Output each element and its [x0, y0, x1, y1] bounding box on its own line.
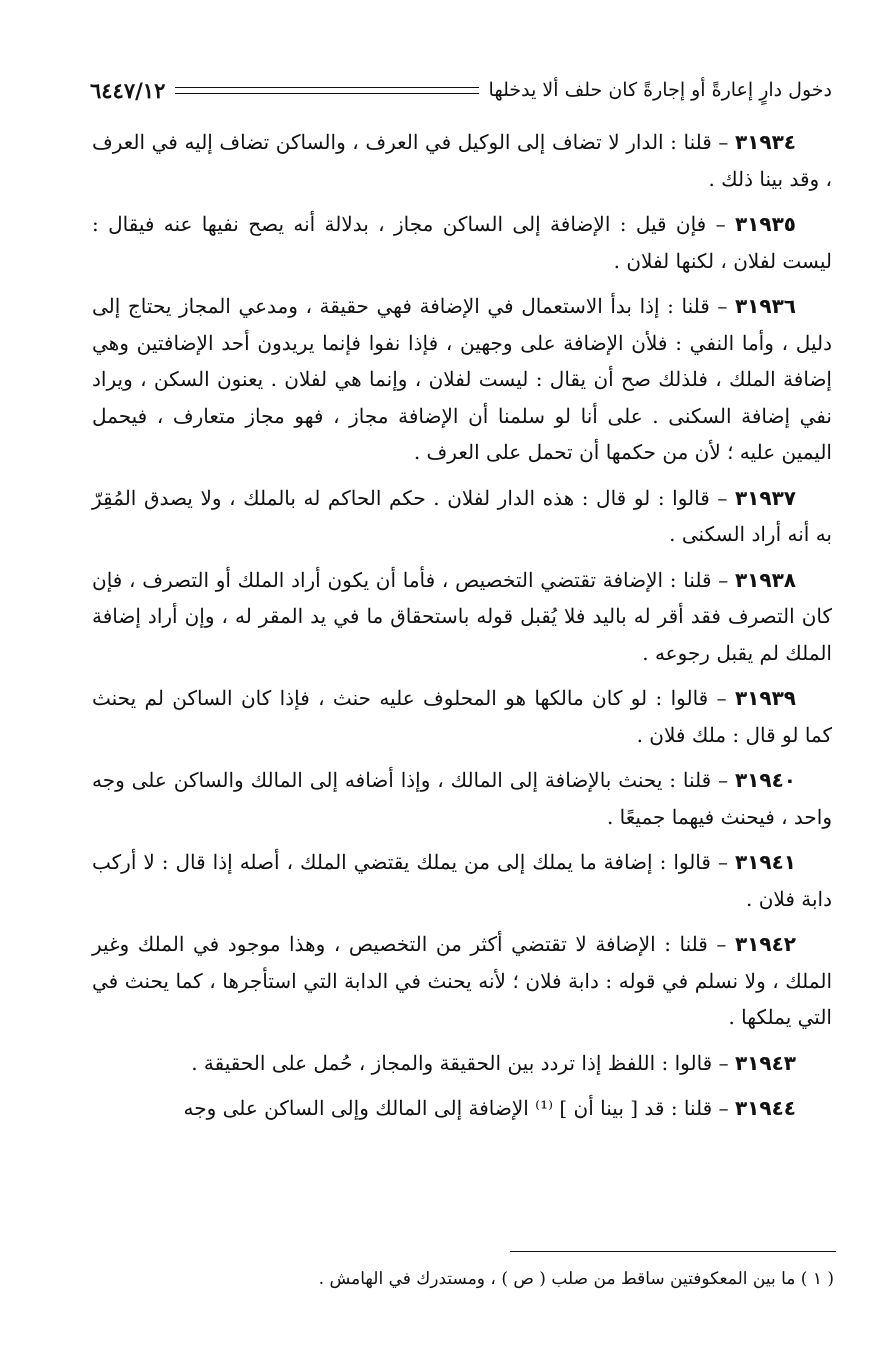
paragraph-number: ٣١٩٣٦ — [734, 294, 796, 318]
paragraph-number: ٣١٩٣٥ — [734, 212, 796, 236]
paragraph-number: ٣١٩٤٤ — [734, 1096, 796, 1120]
paragraph-text: – قلنا : الإضافة لا تقتضي أكثر من التخصيص ، وهذا موجود في الملك وغير الملك ، ولا نسلم في قوله : دابة فلان ؛ لأنه يحنث في الدابة التي استأجرها ، كما يحنث في التي يملكها . — [92, 932, 832, 1029]
paragraph-text: – قالوا : لو قال : هذه الدار لفلان . حكم الحاكم له بالملك ، ولا يصدق المُقِرّ به أنه أراد السكنى . — [92, 485, 832, 546]
paragraph-text: – قلنا : الإضافة تقتضي التخصيص ، فأما أن يكون أراد الملك أو التصرف ، فإن كان التصرف فقد أقر له باليد فلا يُقبل قوله باستحقاق ما في يد المقر له ، وإن أراد إضافة الملك لم يقبل رجوعه . — [92, 567, 833, 665]
paragraph-number: ٣١٩٣٨ — [734, 567, 796, 592]
paragraph-text: – قالوا : إضافة ما يملك إلى من يملك يقتضي الملك ، أصله إذا قال : لا أركب دابة فلان . — [92, 850, 832, 911]
paragraph-number: ٣١٩٣٧ — [734, 485, 796, 510]
paragraph-text: – فإن قيل : الإضافة إلى الساكن مجاز ، بدلالة أنه يصح نفيها عنه فيقال : ليست لفلان ، لكنها لفلان . — [92, 212, 832, 273]
paragraph-number: ٣١٩٣٩ — [734, 686, 796, 710]
paragraph-31937 — [92, 480, 832, 553]
paragraph-text: – قلنا : إذا بدأ الاستعمال في الإضافة فهي حقيقة ، ومدعي المجاز يحتاج إلى دليل ، وأما النفي : فلأن الإضافة على وجهين ، فإذا نفوا فإنما يريدون أحد الإضافتين وهي إضافة الملك ، فلذلك صح أن يقال : ليست لفلان ، وإنما هي لفلان . يعنون السكن ، ويراد نفي إضافة السكنى . على أنا لو سلمنا أن الإضافة مجاز ، فهو مجاز متعارف ، فيحمل اليمين عليه ؛ لأن من حكمها أن تحمل على العرف . — [92, 294, 832, 464]
footnote: ( ١ ) ما بين المعكوفتين ساقط من صلب ( ص ) ، ومستدرك في الهامش . — [318, 1269, 834, 1289]
paragraph-number: ٣١٩٣٤ — [734, 130, 796, 154]
paragraph-31940 — [92, 762, 832, 835]
paragraph-31936 — [92, 288, 832, 471]
paragraph-text: – قالوا : لو كان مالكها هو المحلوف عليه حنث ، فإذا كان الساكن لم يحنث كما لو قال : ملك فلان . — [92, 686, 832, 747]
footnote-divider — [510, 1251, 836, 1252]
paragraph-31943 — [92, 1045, 832, 1082]
body-text — [92, 124, 832, 1136]
paragraph-number: ٣١٩٤٣ — [734, 1050, 796, 1075]
running-header — [90, 70, 832, 110]
paragraph-number: ٣١٩٤٠ — [734, 768, 796, 792]
paragraph-text: – قالوا : اللفظ إذا تردد بين الحقيقة والمجاز ، حُمل على الحقيقة . — [191, 1050, 735, 1075]
paragraph-text: – قلنا : قد [ بينا أن ] ⁽¹⁾ الإضافة إلى المالك وإلى الساكن على وجه — [183, 1096, 735, 1120]
paragraph-31934 — [92, 124, 832, 197]
paragraph-number: ٣١٩٤٢ — [734, 932, 796, 956]
paragraph-31944 — [92, 1090, 832, 1127]
paragraph-31942 — [92, 926, 832, 1036]
paragraph-31938 — [92, 562, 832, 672]
paragraph-text: – قلنا : الدار لا تضاف إلى الوكيل في العرف ، والساكن تضاف إليه في العرف ، وقد بينا ذلك . — [92, 130, 832, 191]
paragraph-text: – قلنا : يحنث بالإضافة إلى المالك ، وإذا أضافه إلى المالك والساكن على وجه واحد ، فيحنث فيهما جميعًا . — [92, 768, 832, 829]
paragraph-31935 — [92, 206, 832, 279]
page-number: ٦٤٤٧/١٢ — [90, 77, 166, 103]
paragraph-number: ٣١٩٤١ — [734, 850, 796, 874]
paragraph-31941 — [92, 844, 832, 917]
header-rule — [175, 87, 478, 94]
paragraph-31939 — [92, 680, 832, 753]
header-title: دخول دارٍ إعارةً أو إجارةً كان حلف ألا يدخلها — [488, 79, 832, 101]
